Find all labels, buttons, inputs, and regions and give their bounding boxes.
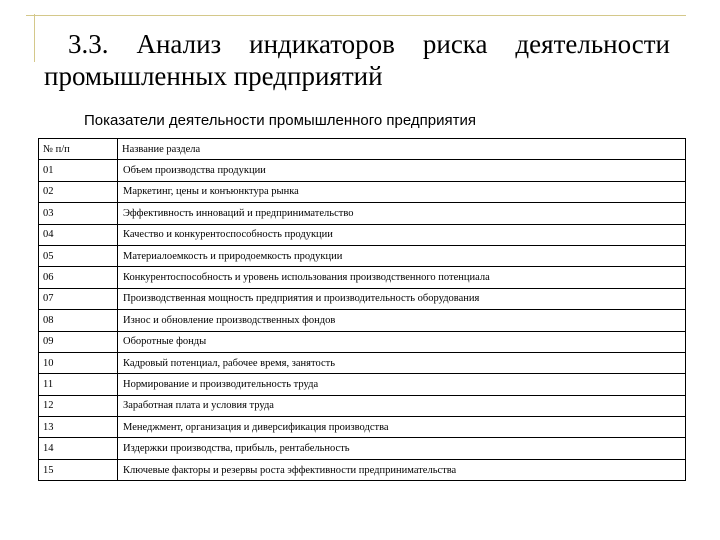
slide-title (44, 28, 670, 92)
table-row (39, 395, 686, 416)
table-row (39, 181, 686, 202)
table-row (39, 352, 686, 373)
table-caption: Показатели деятельности промышленного предприятия (84, 112, 476, 129)
table-row (39, 459, 686, 480)
row-number: 06 (39, 267, 118, 288)
table-row (39, 203, 686, 224)
table-header-row (39, 139, 686, 160)
table-row (39, 160, 686, 181)
row-number: 14 (39, 438, 118, 459)
row-number: 05 (39, 245, 118, 266)
row-section-name: Кадровый потенциал, рабочее время, занятость (118, 352, 686, 373)
row-section-name: Ключевые факторы и резервы роста эффективности предпринимательства (118, 459, 686, 480)
row-section-name: Материалоемкость и природоемкость продукции (118, 245, 686, 266)
slide-title-line-1: 3.3. Анализ индикаторов риска деятельности (68, 29, 670, 59)
row-section-name: Нормирование и производительность труда (118, 374, 686, 395)
row-number: 13 (39, 417, 118, 438)
row-section-name: Маркетинг, цены и конъюнктура рынка (118, 181, 686, 202)
row-section-name: Менеджмент, организация и диверсификация производства (118, 417, 686, 438)
row-number: 04 (39, 224, 118, 245)
row-number: 07 (39, 288, 118, 309)
slide-title-line-2: промышленных предприятий (44, 61, 383, 91)
table-row (39, 288, 686, 309)
row-number: 15 (39, 459, 118, 480)
row-section-name: Конкурентоспособность и уровень использования производственного потенциала (118, 267, 686, 288)
table-row (39, 245, 686, 266)
header-number: № п/п (39, 139, 118, 160)
row-section-name: Эффективность инноваций и предпринимательство (118, 203, 686, 224)
row-number: 03 (39, 203, 118, 224)
row-number: 09 (39, 331, 118, 352)
row-section-name: Оборотные фонды (118, 331, 686, 352)
row-number: 10 (39, 352, 118, 373)
table-row (39, 267, 686, 288)
table-row (39, 310, 686, 331)
row-number: 01 (39, 160, 118, 181)
row-section-name: Износ и обновление производственных фондов (118, 310, 686, 331)
row-section-name: Производственная мощность предприятия и производительность оборудования (118, 288, 686, 309)
row-number: 12 (39, 395, 118, 416)
row-number: 02 (39, 181, 118, 202)
indicators-table (38, 138, 686, 481)
row-section-name: Объем производства продукции (118, 160, 686, 181)
table-row (39, 224, 686, 245)
row-section-name: Издержки производства, прибыль, рентабельность (118, 438, 686, 459)
row-section-name: Качество и конкурентоспособность продукции (118, 224, 686, 245)
table-row (39, 417, 686, 438)
decorative-horizontal-line (26, 15, 686, 16)
table-row (39, 374, 686, 395)
decorative-vertical-line (34, 14, 35, 62)
header-section-name: Название раздела (118, 139, 686, 160)
row-number: 11 (39, 374, 118, 395)
table-row (39, 331, 686, 352)
row-number: 08 (39, 310, 118, 331)
row-section-name: Заработная плата и условия труда (118, 395, 686, 416)
table-row (39, 438, 686, 459)
